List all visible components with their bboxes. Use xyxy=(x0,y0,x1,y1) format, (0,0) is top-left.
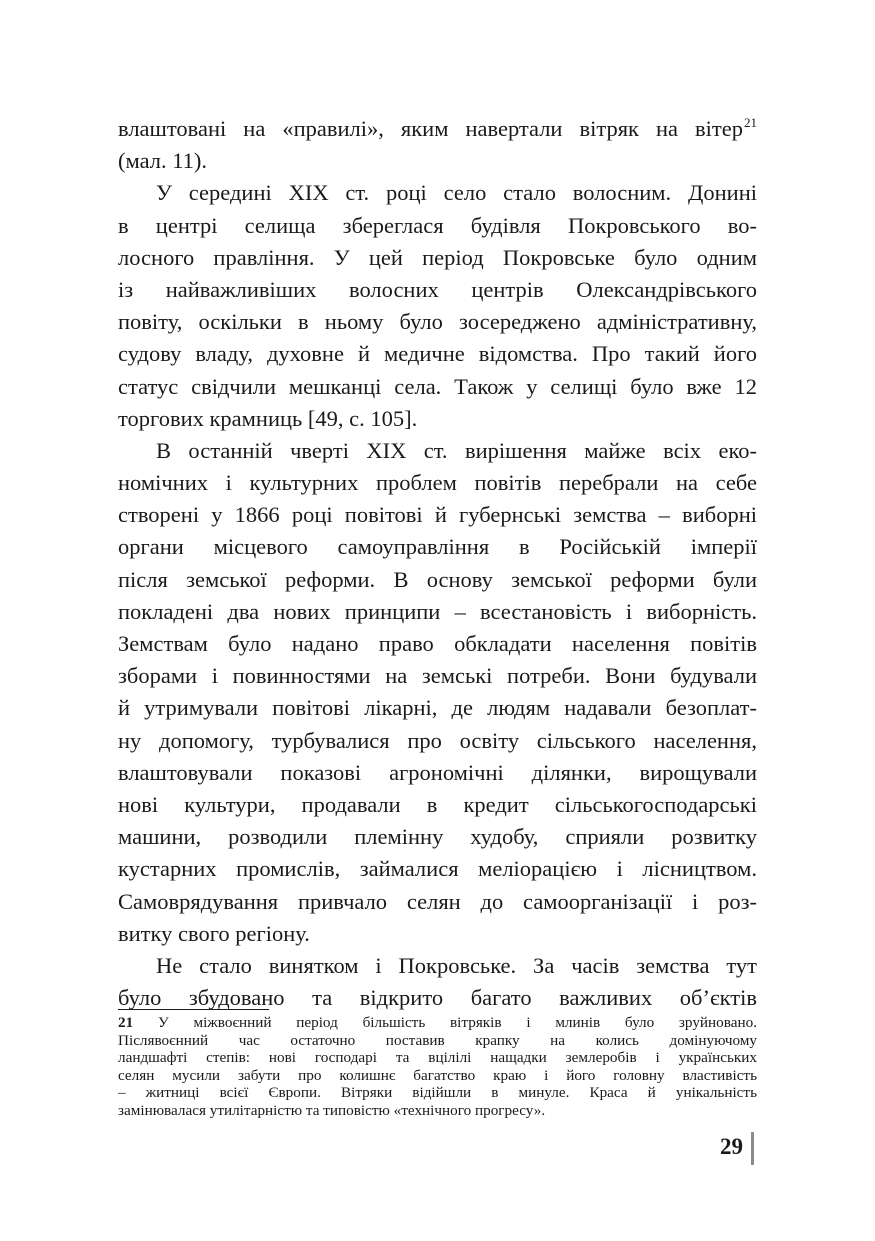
text-line: й утримували повітові лікарні, де людям надавали безоплат- xyxy=(118,695,757,721)
text-line: Самоврядування привчало селян до самоорганізації і роз- xyxy=(118,888,757,914)
text-line: статус свідчили мешканці села. Також у селищі було вже 12 xyxy=(118,373,757,399)
footnote-reference: 21 xyxy=(744,115,757,130)
footnote xyxy=(118,1014,757,1120)
text-line: лосного правління. У цей період Покровське було одним xyxy=(118,244,757,270)
text-line: машини, розводили племінну худобу, сприяли розвитку xyxy=(118,824,757,850)
text-line: покладені два нових принципи – всестановість і виборність. xyxy=(118,598,757,624)
text-line: повіту, оскільки в ньому було зосереджено адміністративну, xyxy=(118,309,757,335)
text-line: в центрі селища збереглася будівля Покровського во- xyxy=(118,212,757,238)
text-line: створені у 1866 році повітові й губернські земства – виборні xyxy=(118,502,757,528)
paragraph-first-line: У середині ХІХ ст. році село стало волосним. Донині xyxy=(156,180,757,206)
text-line xyxy=(118,113,757,145)
paragraph-first-line: В останній чверті ХІХ ст. вирішення майже всіх еко- xyxy=(156,437,757,463)
text-line: органи місцевого самоуправління в Російській імперії xyxy=(118,534,757,560)
footnote-line: замінювалася утилітарністю та типовістю «технічного прогресу». xyxy=(118,1101,546,1119)
text-line: кустарних промислів, займалися меліорацією і лісництвом. xyxy=(118,856,757,882)
text-line-content: влаштовані на «правилі», яким навертали вітряк на вітер xyxy=(118,116,743,141)
paragraph-first-line: Не стало винятком і Покровське. За часів земства тут xyxy=(156,952,757,978)
footnote-line: Післявоєнний час остаточно поставив крапку на колись домінуючому xyxy=(118,1031,757,1049)
footnote-line: селян мусили забути про колишнє багатство краю і його головну властивість xyxy=(118,1066,757,1084)
main-text xyxy=(118,113,757,1014)
text-line: влаштовували показові агрономічні ділянки, вирощували xyxy=(118,759,757,785)
text-line: торгових крамниць [49, с. 105]. xyxy=(118,405,418,431)
footnote-line xyxy=(118,1014,757,1032)
page-number: 29 xyxy=(720,1134,743,1159)
page-number-bar xyxy=(751,1132,754,1165)
footnote-number: 21 xyxy=(118,1014,134,1031)
footnote-line-content: У міжвоєнний період більшість вітряків і млинів було зруйновано. xyxy=(157,1014,757,1031)
text-line: було збудовано та відкрито багато важливих об’єктів xyxy=(118,985,757,1011)
text-line: після земської реформи. В основу земської реформи були xyxy=(118,566,757,592)
footnote-line: ландшафті степів: нові господарі та вцілілі нащадки землеробів і українських xyxy=(118,1049,757,1067)
text-line: витку свого регіону. xyxy=(118,920,310,946)
footnote-divider xyxy=(118,1009,269,1010)
text-line: нові культури, продавали в кредит сільськогосподарські xyxy=(118,791,757,817)
text-line: зборами і повинностями на земські потреби. Вони будували xyxy=(118,663,757,689)
text-line: судову владу, духовне й медичне відомства. Про такий його xyxy=(118,341,757,367)
text-line: ну допомогу, турбувалися про освіту сільського населення, xyxy=(118,727,757,753)
footnote-line: – житниці всієї Європи. Вітряки відійшли в минуле. Краса й унікальність xyxy=(118,1084,757,1102)
text-line: із найважливіших волосних центрів Олександрівського xyxy=(118,276,757,302)
text-line: Земствам було надано право обкладати населення повітів xyxy=(118,631,757,656)
text-line: номічних і культурних проблем повітів перебрали на себе xyxy=(118,470,757,496)
text-line: (мал. 11). xyxy=(118,148,208,174)
